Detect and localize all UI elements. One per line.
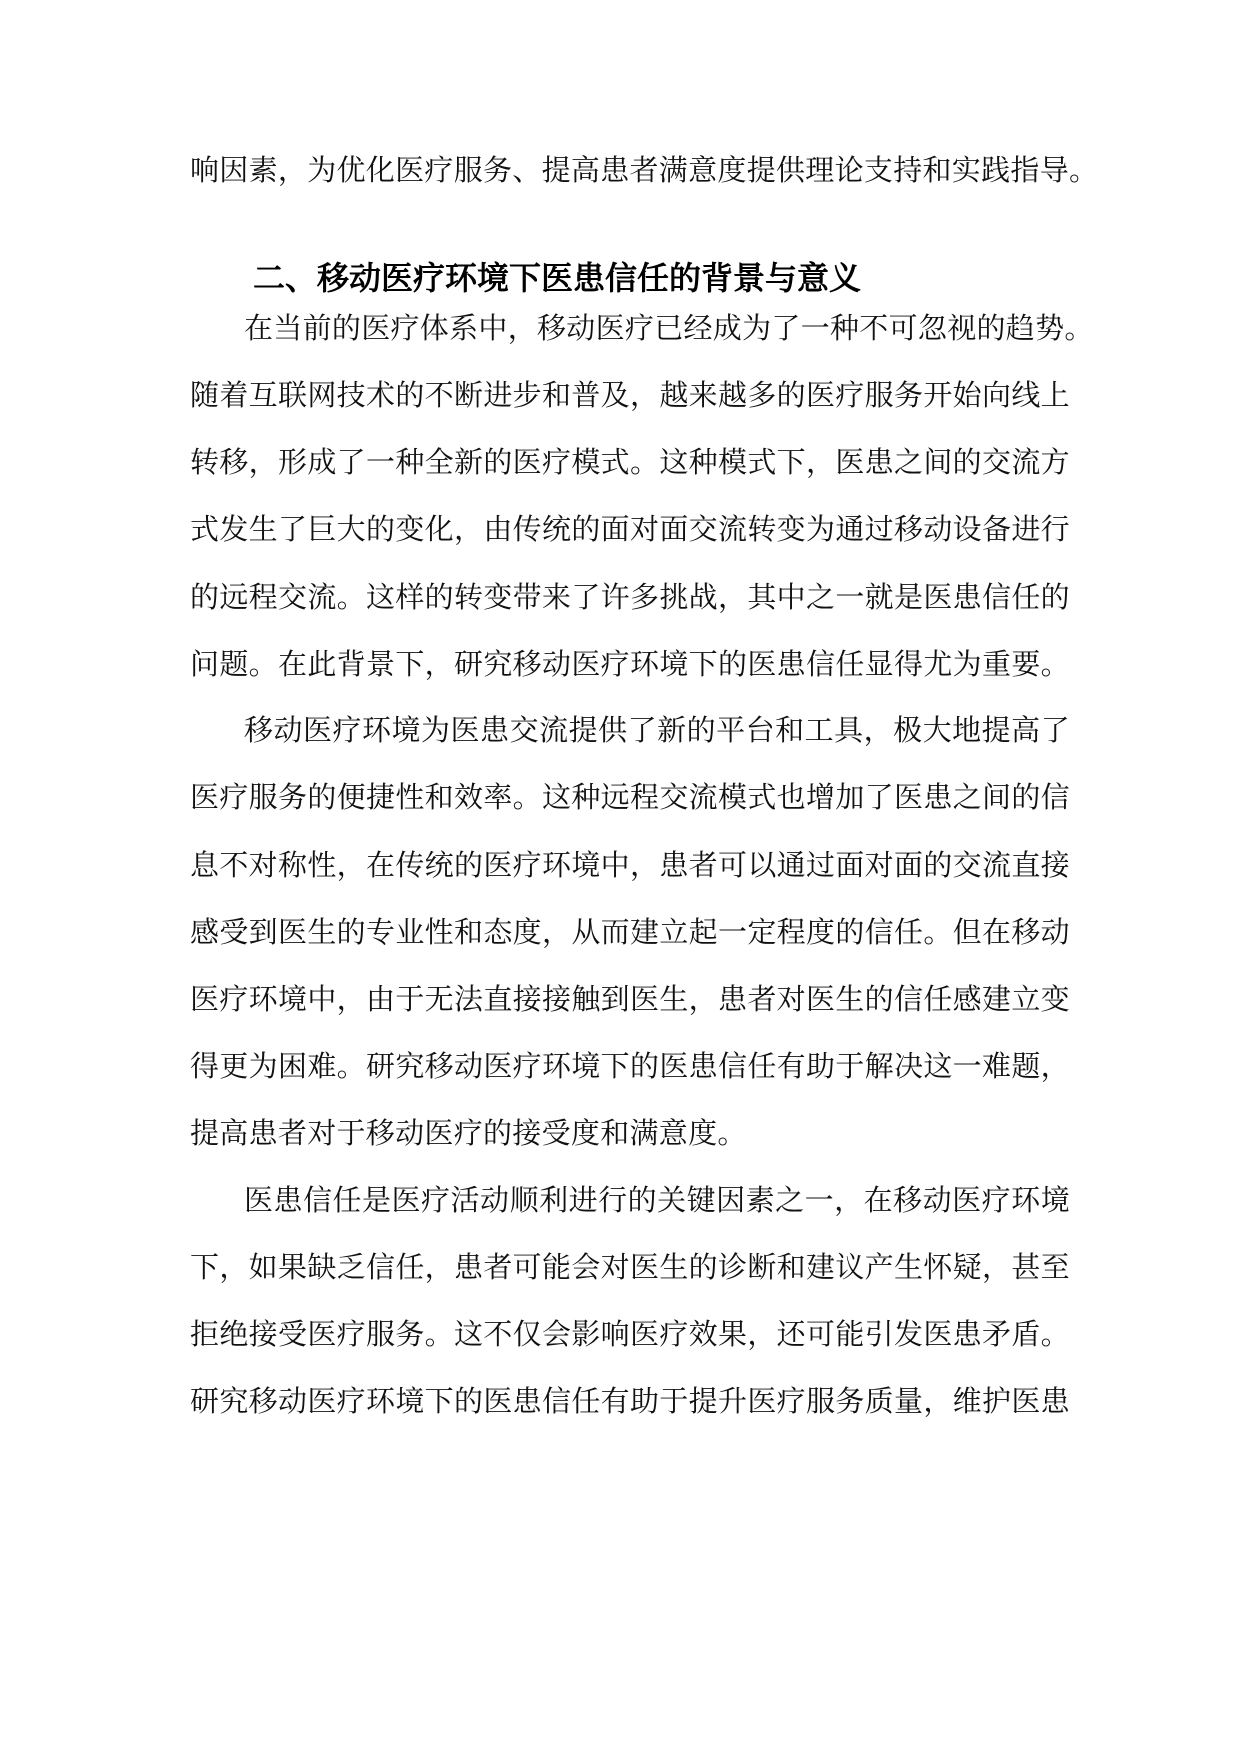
section-heading: 二、移动医疗环境下医患信任的背景与意义 — [253, 259, 862, 297]
continuation-line: 响因素，为优化医疗服务、提高患者满意度提供理论支持和实践指导。 — [190, 153, 1099, 187]
paragraph-line: 得更为困难。研究移动医疗环境下的医患信任有助于解决这一难题， — [190, 1049, 1070, 1083]
paragraph-line: 拒绝接受医疗服务。这不仅会影响医疗效果，还可能引发医患矛盾。 — [190, 1317, 1070, 1351]
paragraph-line: 医患信任是医疗活动顺利进行的关键因素之一，在移动医疗环境 — [244, 1183, 1070, 1217]
paragraph-line: 提高患者对于移动医疗的接受度和满意度。 — [190, 1116, 747, 1150]
paragraph-line: 式发生了巨大的变化，由传统的面对面交流转变为通过移动设备进行 — [190, 512, 1070, 546]
paragraph-line: 研究移动医疗环境下的医患信任有助于提升医疗服务质量，维护医患 — [190, 1384, 1070, 1418]
paragraph-line: 医疗环境中，由于无法直接接触到医生，患者对医生的信任感建立变 — [190, 982, 1070, 1016]
paragraph-line: 医疗服务的便捷性和效率。这种远程交流模式也增加了医患之间的信 — [190, 780, 1070, 814]
paragraph-line: 问题。在此背景下，研究移动医疗环境下的医患信任显得尤为重要。 — [190, 647, 1070, 681]
paragraph-line: 转移，形成了一种全新的医疗模式。这种模式下，医患之间的交流方 — [190, 445, 1070, 479]
paragraph-line: 随着互联网技术的不断进步和普及，越来越多的医疗服务开始向线上 — [190, 378, 1070, 412]
paragraph-line: 的远程交流。这样的转变带来了许多挑战，其中之一就是医患信任的 — [190, 580, 1070, 614]
paragraph-line: 息不对称性，在传统的医疗环境中，患者可以通过面对面的交流直接 — [190, 848, 1070, 882]
paragraph-line: 下，如果缺乏信任，患者可能会对医生的诊断和建议产生怀疑，甚至 — [190, 1250, 1070, 1284]
paragraph-line: 感受到医生的专业性和态度，从而建立起一定程度的信任。但在移动 — [190, 915, 1070, 949]
paragraph-line: 在当前的医疗体系中，移动医疗已经成为了一种不可忽视的趋势。 — [244, 311, 1094, 345]
paragraph-line: 移动医疗环境为医患交流提供了新的平台和工具，极大地提高了 — [244, 713, 1070, 747]
